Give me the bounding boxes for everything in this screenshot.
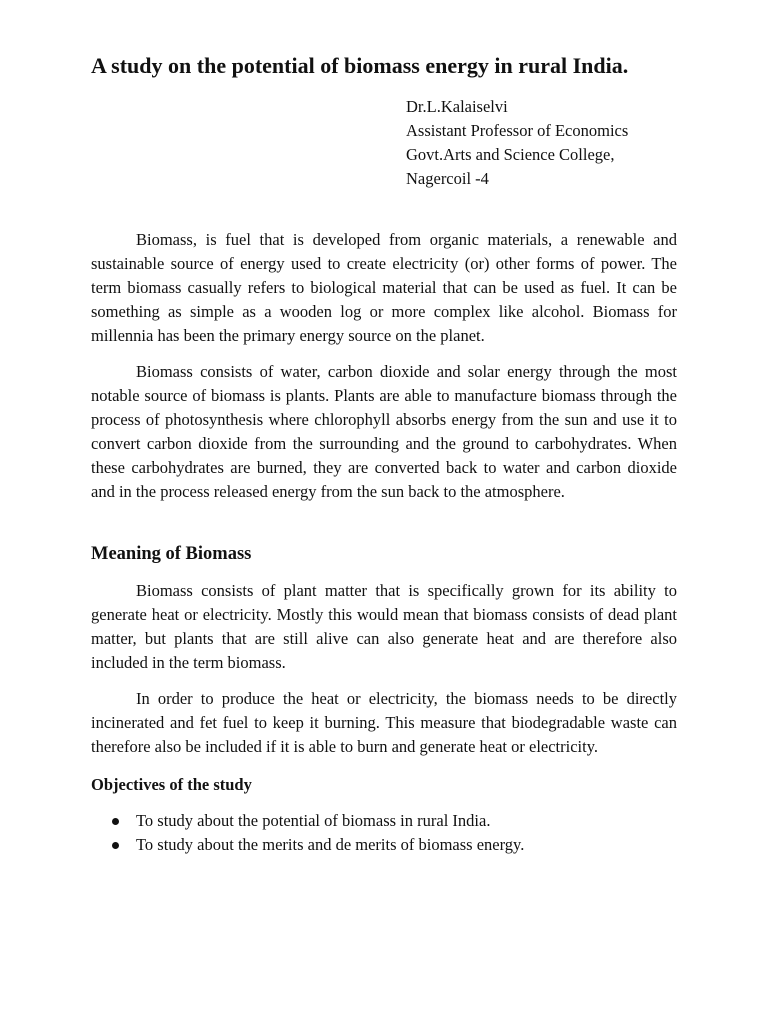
author-block xyxy=(406,95,628,191)
paragraph-meaning-2: In order to produce the heat or electricity, the biomass needs to be directly incinerated and fet fuel to keep it burning. This measure that biodegradable waste can therefore also be included if it is able to burn and generate heat or electricity. xyxy=(91,689,677,756)
bullet-icon xyxy=(112,818,119,825)
paragraph-intro-1: Biomass, is fuel that is developed from organic materials, a renewable and sustainable source of energy used to create electricity (or) other forms of power. The term biomass casually refers to biological material that can be used as fuel. It can be something as simple as a wooden log or more complex like alcohol. Biomass for millennia has been the primary energy source on the planet. xyxy=(91,230,677,345)
author-location: Nagercoil -4 xyxy=(406,169,489,188)
list-item xyxy=(91,833,677,857)
author-institution: Govt.Arts and Science College, xyxy=(406,145,615,164)
document-title: A study on the potential of biomass energy in rural India. xyxy=(91,53,629,78)
author-position: Assistant Professor of Economics xyxy=(406,121,629,140)
paragraph-intro-2: Biomass consists of water, carbon dioxide and solar energy through the most notable source of biomass is plants. Plants are able to manufacture biomass through the process of photosynthesis where chlorophyll absorbs energy from the sun and use it to convert carbon dioxide from the surrounding and the ground to carbohydrates. When these carbohydrates are burned, they are converted back to water and carbon dioxide and in the process released energy from the sun back to the atmosphere. xyxy=(91,362,677,501)
objective-text: To study about the potential of biomass in rural India. xyxy=(136,811,491,830)
objective-text: To study about the merits and de merits of biomass energy. xyxy=(136,835,525,854)
objectives-list xyxy=(91,809,677,857)
bullet-icon xyxy=(112,842,119,849)
section-heading-meaning: Meaning of Biomass xyxy=(91,544,252,564)
paragraph-meaning-1: Biomass consists of plant matter that is specifically grown for its ability to generate heat or electricity. Mostly this would mean that biomass consists of dead plant matter, but plants that are still alive can also generate heat and are therefore also included in the term biomass. xyxy=(91,581,677,672)
author-name: Dr.L.Kalaiselvi xyxy=(406,97,508,116)
list-item xyxy=(91,809,677,833)
section-heading-objectives: Objectives of the study xyxy=(91,775,252,794)
